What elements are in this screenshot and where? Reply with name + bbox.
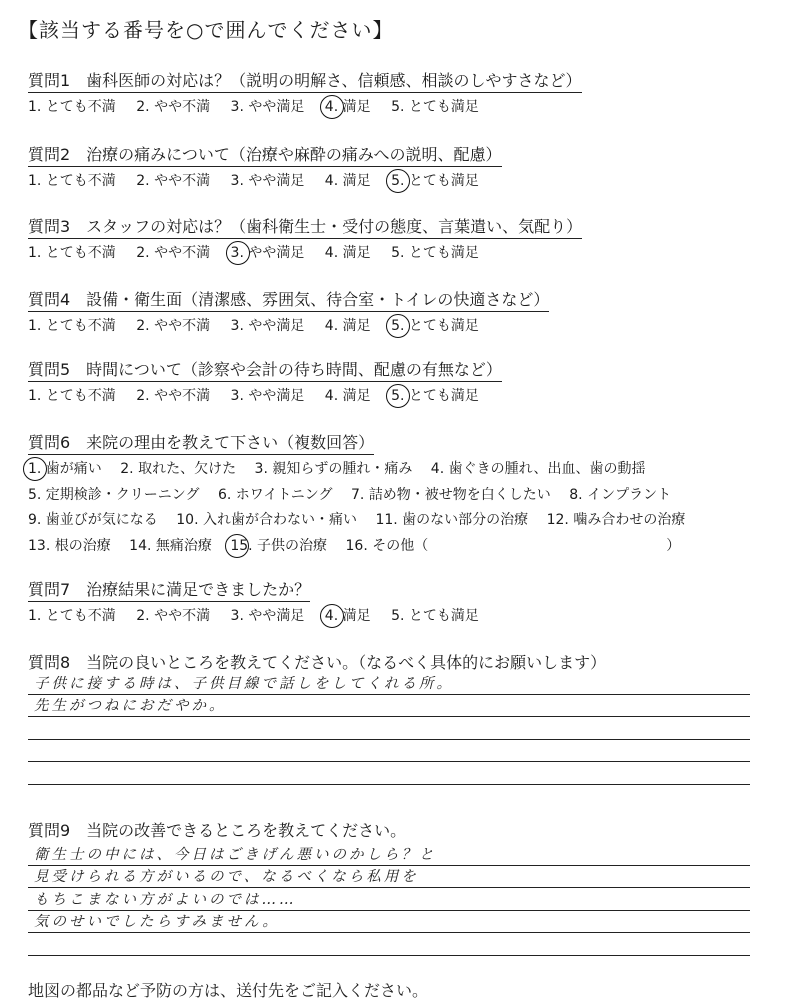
- question-4-options: [28, 315, 549, 335]
- option-2[interactable]: 2. やや不満: [136, 388, 211, 404]
- question-5: [28, 357, 502, 405]
- handwritten-answer: もちこまない方がよいのでは……: [34, 891, 297, 908]
- answer-line: [28, 866, 750, 889]
- handwritten-answer: 気のせいでしたらすみません。: [34, 914, 280, 930]
- option-2[interactable]: 2. やや不満: [136, 173, 211, 189]
- option-3[interactable]: 3. 親知らずの腫れ・痛み: [254, 461, 413, 477]
- option-1-circled[interactable]: 1. 歯が痛い: [28, 461, 102, 477]
- answer-line: [28, 911, 750, 934]
- option-4[interactable]: 4. 歯ぐきの腫れ、出血、歯の動揺: [430, 461, 646, 477]
- options-row-1: [28, 457, 699, 483]
- option-4[interactable]: 4. 満足: [324, 173, 371, 189]
- option-2[interactable]: 2. 取れた、欠けた: [120, 461, 237, 477]
- question-7: [28, 577, 495, 625]
- option-5[interactable]: 5. とても満足: [391, 608, 479, 624]
- question-1-options: [28, 96, 582, 116]
- question-7-heading: 質問7 治療結果に満足できましたか？: [28, 577, 310, 602]
- question-3-heading: 質問3 スタッフの対応は？（歯科衛生士・受付の態度、言葉遣い、気配り）: [28, 214, 582, 239]
- option-1[interactable]: 1. とても不満: [28, 99, 116, 115]
- option-1[interactable]: 1. とても不満: [28, 388, 116, 404]
- answer-line: [28, 717, 750, 740]
- question-7-options: [28, 605, 495, 625]
- question-6: [28, 430, 699, 559]
- option-6[interactable]: 6. ホワイトニング: [217, 486, 333, 503]
- options-row-2: [28, 483, 699, 509]
- option-2[interactable]: 2. やや不満: [136, 99, 211, 115]
- option-1[interactable]: 1. とても不満: [28, 608, 116, 624]
- answer-line: [28, 695, 750, 718]
- option-16-other[interactable]: 16. その他（ ）: [345, 537, 681, 554]
- question-5-options: [28, 385, 502, 405]
- handwritten-answer: 衛生士の中には、今日はごきげん悪いのかしら？と: [34, 846, 437, 863]
- option-1[interactable]: 1. とても不満: [28, 173, 116, 189]
- option-5-circled[interactable]: 5. とても満足: [391, 173, 479, 189]
- answer-line: [28, 843, 750, 866]
- answer-line: [28, 672, 750, 695]
- option-5[interactable]: 5. とても満足: [391, 245, 479, 261]
- option-15-circled[interactable]: 15. 子供の治療: [230, 537, 328, 554]
- question-9: [28, 818, 406, 842]
- question-8-heading: 質問8 当院の良いところを教えてください。（なるべく具体的にお願いします）: [28, 653, 607, 672]
- question-8-answer-area[interactable]: [28, 672, 750, 785]
- option-3-circled[interactable]: 3. やや満足: [230, 245, 305, 261]
- option-3[interactable]: 3. やや満足: [230, 99, 305, 115]
- option-4[interactable]: 4. 満足: [324, 318, 371, 334]
- option-5-circled[interactable]: 5. とても満足: [391, 388, 479, 404]
- question-5-heading: 質問5 時間について（診察や会計の待ち時間、配慮の有無など）: [28, 357, 502, 382]
- option-8[interactable]: 8. インプラント: [569, 486, 672, 503]
- option-2[interactable]: 2. やや不満: [136, 608, 211, 624]
- question-4: [28, 287, 549, 335]
- answer-line: [28, 888, 750, 911]
- option-4-circled[interactable]: 4. 満足: [324, 608, 371, 624]
- option-4[interactable]: 4. 満足: [324, 388, 371, 404]
- question-3: [28, 214, 582, 262]
- question-3-options: [28, 242, 582, 262]
- option-3[interactable]: 3. やや満足: [230, 318, 305, 334]
- answer-line: [28, 762, 750, 785]
- option-3[interactable]: 3. やや満足: [230, 388, 305, 404]
- option-4-circled[interactable]: 4. 満足: [324, 99, 371, 115]
- handwritten-answer: 見受けられる方がいるので、なるべくなら私用を: [34, 869, 419, 885]
- question-2: [28, 142, 502, 190]
- options-row-4: [28, 534, 699, 560]
- answer-line: [28, 740, 750, 763]
- option-3[interactable]: 3. やや満足: [230, 608, 305, 624]
- question-9-heading: 質問9 当院の改善できるところを教えてください。: [28, 821, 407, 840]
- question-2-heading: 質問2 治療の痛みについて（治療や麻酔の痛みへの説明、配慮）: [28, 142, 502, 167]
- option-1[interactable]: 1. とても不満: [28, 318, 116, 334]
- option-12[interactable]: 12. 噛み合わせの治療: [546, 512, 686, 529]
- question-9-answer-area[interactable]: [28, 843, 750, 956]
- option-5[interactable]: 5. 定期検診・クリーニング: [28, 486, 200, 503]
- question-8: [28, 650, 606, 674]
- question-6-heading: 質問6 来院の理由を教えて下さい（複数回答）: [28, 430, 374, 455]
- option-5[interactable]: 5. とても満足: [391, 99, 479, 115]
- option-9[interactable]: 9. 歯並びが気になる: [28, 512, 158, 529]
- option-1[interactable]: 1. とても不満: [28, 245, 116, 261]
- option-2[interactable]: 2. やや不満: [136, 245, 211, 261]
- question-4-heading: 質問4 設備・衛生面（清潔感、雰囲気、待合室・トイレの快適さなど）: [28, 287, 549, 312]
- option-11[interactable]: 11. 歯のない部分の治療: [375, 512, 529, 529]
- option-3[interactable]: 3. やや満足: [230, 173, 305, 189]
- question-6-options: [28, 457, 699, 559]
- handwritten-answer: 子供に接する時は、子供目線で話しをしてくれる所。: [34, 675, 454, 692]
- option-2[interactable]: 2. やや不満: [136, 318, 211, 334]
- options-row-3: [28, 508, 699, 534]
- option-4[interactable]: 4. 満足: [324, 245, 371, 261]
- option-10[interactable]: 10. 入れ歯が合わない・痛い: [176, 512, 357, 529]
- page-title: 【該当する番号を○で囲んでください】: [18, 18, 394, 42]
- question-2-options: [28, 170, 502, 190]
- option-14[interactable]: 14. 無痛治療: [129, 537, 212, 554]
- handwritten-answer: 先生がつねにおだやか。: [34, 698, 227, 714]
- option-7[interactable]: 7. 詰め物・被せ物を白くしたい: [351, 486, 551, 503]
- question-1-heading: 質問1 歯科医師の対応は？（説明の明解さ、信頼感、相談のしやすさなど）: [28, 68, 582, 93]
- option-13[interactable]: 13. 根の治療: [28, 537, 111, 554]
- footer-text: 地図の都品など予防の方は、送付先をご記入ください。: [28, 981, 429, 1000]
- answer-line: [28, 933, 750, 956]
- question-1: [28, 68, 582, 116]
- option-5-circled[interactable]: 5. とても満足: [391, 318, 479, 334]
